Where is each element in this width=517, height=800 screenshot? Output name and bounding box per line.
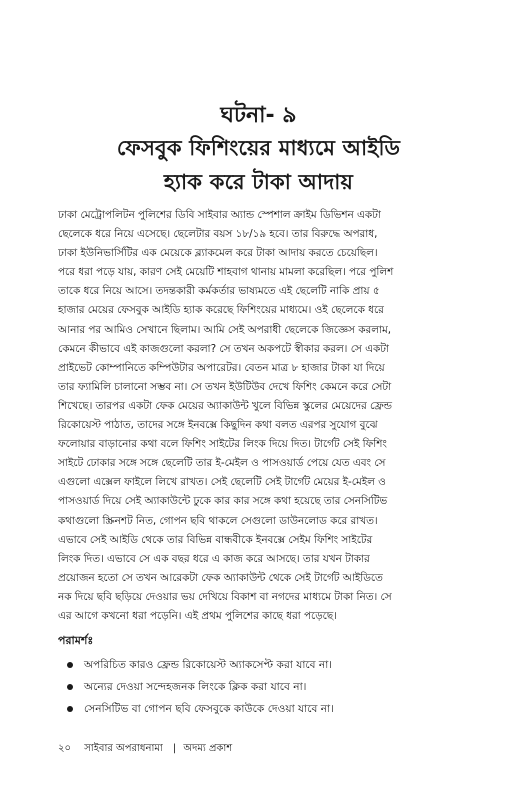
- page-number: ২০: [58, 743, 72, 754]
- body-line: পাসওয়ার্ড দিয়ে সেই অ্যাকাউন্টে ঢুকে কার কার সঙ্গে কথা হয়েছে তার সেনসিটিভ: [58, 495, 388, 508]
- footer-separator: |: [172, 743, 177, 754]
- page-footer: [58, 741, 242, 758]
- bullet-icon: [67, 684, 73, 690]
- bullet-icon: [67, 706, 73, 712]
- title-line-1: ফেসবুক ফিশিংয়ের মাধ্যমে আইডি: [116, 136, 401, 160]
- body-line: প্রয়োজন হতো সে তখন আরেকটা ফেক অ্যাকাউন্ট থেকে সেই টার্গেট আইডিতে: [58, 571, 383, 584]
- body-line: ঢাকা মেট্রোপলিটন পুলিশের ডিবি সাইবার অ্যান্ড স্পেশাল ক্রাইম ডিভিশন একটা: [58, 209, 381, 221]
- body-line: পরে ধরা পড়ে যায়, কারণ সেই মেয়েটি শাহবাগ থানায় মামলা করেছিল। পরে পুলিশ: [58, 266, 394, 279]
- advice-text: অন্যের দেওয়া সন্দেহজনক লিংকে ক্লিক করা যাবে না।: [84, 681, 307, 693]
- body-line: হাজার মেয়ের ফেসবুক আইডি হ্যাক করেছে ফিশিংয়ের মাধ্যমে। ওই ছেলেকে ধরে: [58, 304, 384, 317]
- body-line: সাইটে ঢোকার সঙ্গে সঙ্গে ছেলেটি তার ই-মেইল ও পাসওয়ার্ড পেয়ে যেত এবং সে: [58, 457, 386, 470]
- body-line: ফলোয়ার বাড়ানোর কথা বলে ফিশিং সাইটের লিংক দিয়ে দিত। টার্গেট সেই ফিশিং: [58, 438, 387, 451]
- advice-heading: পরামর্শঃ: [58, 634, 94, 647]
- advice-item: [58, 676, 468, 698]
- advice-text: অপরিচিত কারও ফ্রেন্ড রিকোয়েস্ট অ্যাকসেপ্ট করা যাবে না।: [84, 659, 333, 671]
- body-line: রিকোয়েস্ট পাঠাত, তাদের সঙ্গে ইনবক্সে কিছুদিন কথা বলত এরপর সুযোগ বুঝে: [58, 419, 378, 432]
- body-line: এর আগে কখনো ধরা পড়েনি। এই প্রথম পুলিশের কাছে ধরা পড়েছে।: [58, 609, 337, 622]
- body-line: তাকে ধরে নিয়ে আসে। তদন্তকারী কর্মকর্তার ভাষ্যমতে এই ছেলেটি নাকি প্রায় ৫: [58, 285, 380, 298]
- body-line: প্রাইভেট কোম্পানিতে কম্পিউটার অপারেটর। বেতন মাত্র ৮ হাজার টাকা যা দিয়ে: [58, 361, 385, 374]
- title-line-2: হ্যাক করে টাকা আদায়: [163, 170, 354, 194]
- body-line: লিংক দিত। এভাবে সে এক বছর ধরে এ কাজ করে আসছে। তার যখন টাকার: [58, 552, 370, 565]
- chapter-heading: ঘটনা- ৯: [220, 103, 297, 128]
- bullet-icon: [67, 662, 73, 668]
- advice-item: [58, 654, 468, 676]
- book-title: সাইবার অপরাধনামা: [84, 743, 163, 754]
- body-line: নক দিয়ে ছবি ছড়িয়ে দেওয়ার ভয় দেখিয়ে বিকাশ বা নগদের মাধ্যমে টাকা নিত। সে: [58, 590, 392, 603]
- body-line: ছেলেকে ধরে নিয়ে এসেছে। ছেলেটার বয়স ১৮/১৯ হবে। তার বিরুদ্ধে অপরাধ,: [58, 228, 378, 241]
- publisher: অদম্য প্রকাশ: [183, 743, 233, 754]
- body-line: কথাগুলো স্ক্রিনশট নিত, গোপন ছবি থাকলে সেগুলো ডাউনলোড করে রাখত।: [58, 514, 378, 527]
- body-line: এগুলো এক্সেল ফাইলে লিখে রাখত। সেই ছেলেটি সেই টার্গেট মেয়ের ই-মেইল ও: [58, 476, 386, 489]
- story-body: [58, 206, 460, 626]
- body-line: ঢাকা ইউনিভার্সিটির এক মেয়েকে ব্ল্যাকমেল করে টাকা আদায় করতে চেয়েছিল।: [58, 247, 378, 260]
- body-line: আনার পর আমিও সেখানে ছিলাম। আমি সেই অপরাধী ছেলেকে জিজ্ঞেস করলাম,: [58, 323, 392, 336]
- advice-item: [58, 698, 468, 720]
- advice-text: সেনসিটিভ বা গোপন ছবি ফেসবুকে কাউকে দেওয়া যাবে না।: [84, 703, 334, 715]
- body-line: শিখেছে। তারপর একটা ফেক মেয়ের অ্যাকাউন্ট খুলে বিভিন্ন স্কুলের মেয়েদের ফ্রেন্ড: [58, 399, 392, 412]
- body-line: কেমনে কীভাবে এই কাজগুলো করলা? সে তখন অকপটে স্বীকার করল। সে একটা: [58, 342, 389, 355]
- body-line: তার ফ্যামিলি চালানো সম্ভব না। সে তখন ইউটিউব দেখে ফিশিং কেমনে করে সেটা: [58, 380, 392, 393]
- body-line: এভাবে সেই আইডি থেকে তার বিভিন্ন বান্ধবীকে ইনবক্সে সেইম ফিশিং সাইটের: [58, 533, 373, 546]
- advice-list: [58, 654, 468, 720]
